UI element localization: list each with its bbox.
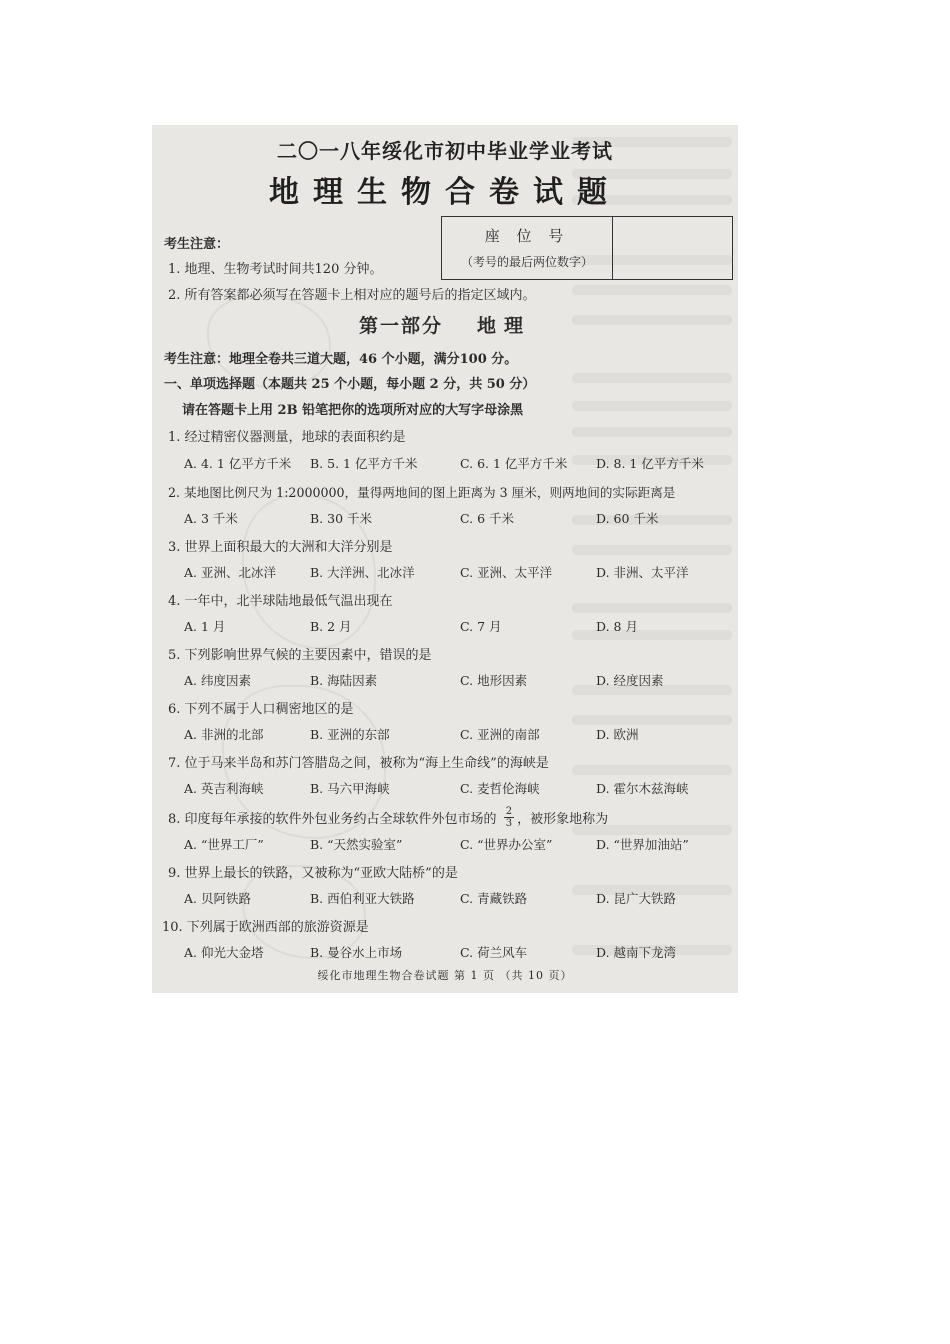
- option-c: C. 地形因素: [460, 673, 528, 688]
- fraction-numerator: 2: [505, 806, 513, 817]
- seat-number-hint: （考号的最后两位数字）: [460, 255, 593, 269]
- option-d: D. 欧洲: [596, 727, 639, 742]
- option-b: B. 曼谷水上市场: [310, 945, 403, 960]
- question-10: 10. 下列属于欧洲西部的旅游资源是: [162, 920, 369, 935]
- option-b: B. 30 千米: [310, 511, 373, 526]
- question-4: 4. 一年中，北半球陆地最低气温出现在: [168, 594, 393, 609]
- seat-number-label-cell: [442, 217, 613, 279]
- question-1: 1. 经过精密仪器测量，地球的表面积约是: [168, 430, 406, 445]
- section-instruction: 请在答题卡上用 2B 铅笔把你的选项所对应的大写字母涂黑: [182, 403, 524, 418]
- notice-item: 1. 地理、生物考试时间共120 分钟。: [168, 262, 383, 277]
- option-a: A. 3 千米: [184, 511, 238, 526]
- option-d: D. 60 千米: [596, 511, 659, 526]
- question-5: 5. 下列影响世界气候的主要因素中，错误的是: [168, 648, 432, 663]
- seat-number-box: [441, 216, 733, 280]
- exam-subtitle: 地理生物合卷试题: [269, 175, 621, 210]
- question-8-text: 8. 印度每年承接的软件外包业务约占全球软件外包市场的: [168, 812, 497, 827]
- question-9: 9. 世界上最长的铁路，又被称为“亚欧大陆桥”的是: [168, 866, 458, 881]
- option-b: B. 大洋洲、北冰洋: [310, 565, 415, 580]
- option-b: B. 马六甲海峡: [310, 781, 390, 796]
- option-a: A. 仰光大金塔: [184, 945, 264, 960]
- option-d: D. 经度因素: [596, 673, 664, 688]
- option-c: C. 亚洲的南部: [460, 727, 540, 742]
- part-number: 第一部分: [358, 315, 443, 337]
- option-a: A. 英吉利海峡: [184, 781, 264, 796]
- option-b: B. “天然实验室”: [310, 837, 403, 852]
- option-a: A. 纬度因素: [184, 673, 251, 688]
- option-d: D. 昆广大铁路: [596, 891, 677, 906]
- option-b: B. 2 月: [310, 619, 352, 634]
- option-c: C. 7 月: [460, 619, 502, 634]
- question-3: 3. 世界上面积最大的大洲和大洋分别是: [168, 540, 393, 555]
- option-b: B. 西伯利亚大铁路: [310, 891, 415, 906]
- notice-item: 2. 所有答案都必须写在答题卡上相对应的题号后的指定区域内。: [168, 288, 536, 303]
- option-d: D. 越南下龙湾: [596, 945, 677, 960]
- option-a: A. 1 月: [184, 619, 226, 634]
- part-subject: 地理: [477, 315, 532, 337]
- section-heading: 一、单项选择题（本题共 25 个小题，每小题 2 分，共 50 分）: [164, 377, 536, 392]
- question-8: [168, 808, 608, 831]
- seat-number-label: 座 位 号: [484, 227, 570, 245]
- option-c: C. 6 千米: [460, 511, 514, 526]
- question-7: 7. 位于马来半岛和苏门答腊岛之间，被称为“海上生命线”的海峡是: [168, 756, 549, 771]
- scanned-exam-page: [152, 125, 738, 993]
- page-footer: 绥化市地理生物合卷试题 第 1 页 （共 10 页）: [317, 969, 573, 982]
- option-c: C. 青藏铁路: [460, 891, 528, 906]
- question-8-text-end: ，被形象地称为: [517, 812, 609, 827]
- exam-title: 二〇一八年绥化市初中毕业学业考试: [277, 139, 613, 163]
- option-b: B. 海陆因素: [310, 673, 378, 688]
- part-title: [152, 311, 738, 338]
- option-a: A. 贝阿铁路: [184, 891, 251, 906]
- option-c: C. 亚洲、太平洋: [460, 565, 553, 580]
- option-d: D. 8 月: [596, 619, 638, 634]
- option-d: D. “世界加油站”: [596, 837, 689, 852]
- question-2: 2. 某地图比例尺为 1:2000000，量得两地间的图上距离为 3 厘米，则两地间的实际距离是: [168, 485, 676, 500]
- option-d: D. 非洲、太平洋: [596, 565, 689, 580]
- option-c: C. “世界办公室”: [460, 837, 553, 852]
- option-a: A. “世界工厂”: [184, 837, 264, 852]
- option-c: C. 麦哲伦海峡: [460, 781, 540, 796]
- option-c: C. 6. 1 亿平方千米: [460, 456, 568, 471]
- fraction: [504, 806, 514, 829]
- option-d: D. 8. 1 亿平方千米: [596, 456, 704, 471]
- option-b: B. 亚洲的东部: [310, 727, 390, 742]
- option-a: A. 亚洲、北冰洋: [184, 565, 276, 580]
- option-b: B. 5. 1 亿平方千米: [310, 456, 418, 471]
- geography-notice: 考生注意：地理全卷共三道大题，46 个小题，满分100 分。: [164, 352, 518, 367]
- option-a: A. 非洲的北部: [184, 727, 264, 742]
- question-6: 6. 下列不属于人口稠密地区的是: [168, 702, 354, 717]
- candidate-notice-title: 考生注意：: [164, 237, 230, 252]
- option-d: D. 霍尔木兹海峡: [596, 781, 689, 796]
- option-c: C. 荷兰风车: [460, 945, 528, 960]
- fraction-denominator: 3: [505, 818, 513, 829]
- option-a: A. 4. 1 亿平方千米: [184, 456, 292, 471]
